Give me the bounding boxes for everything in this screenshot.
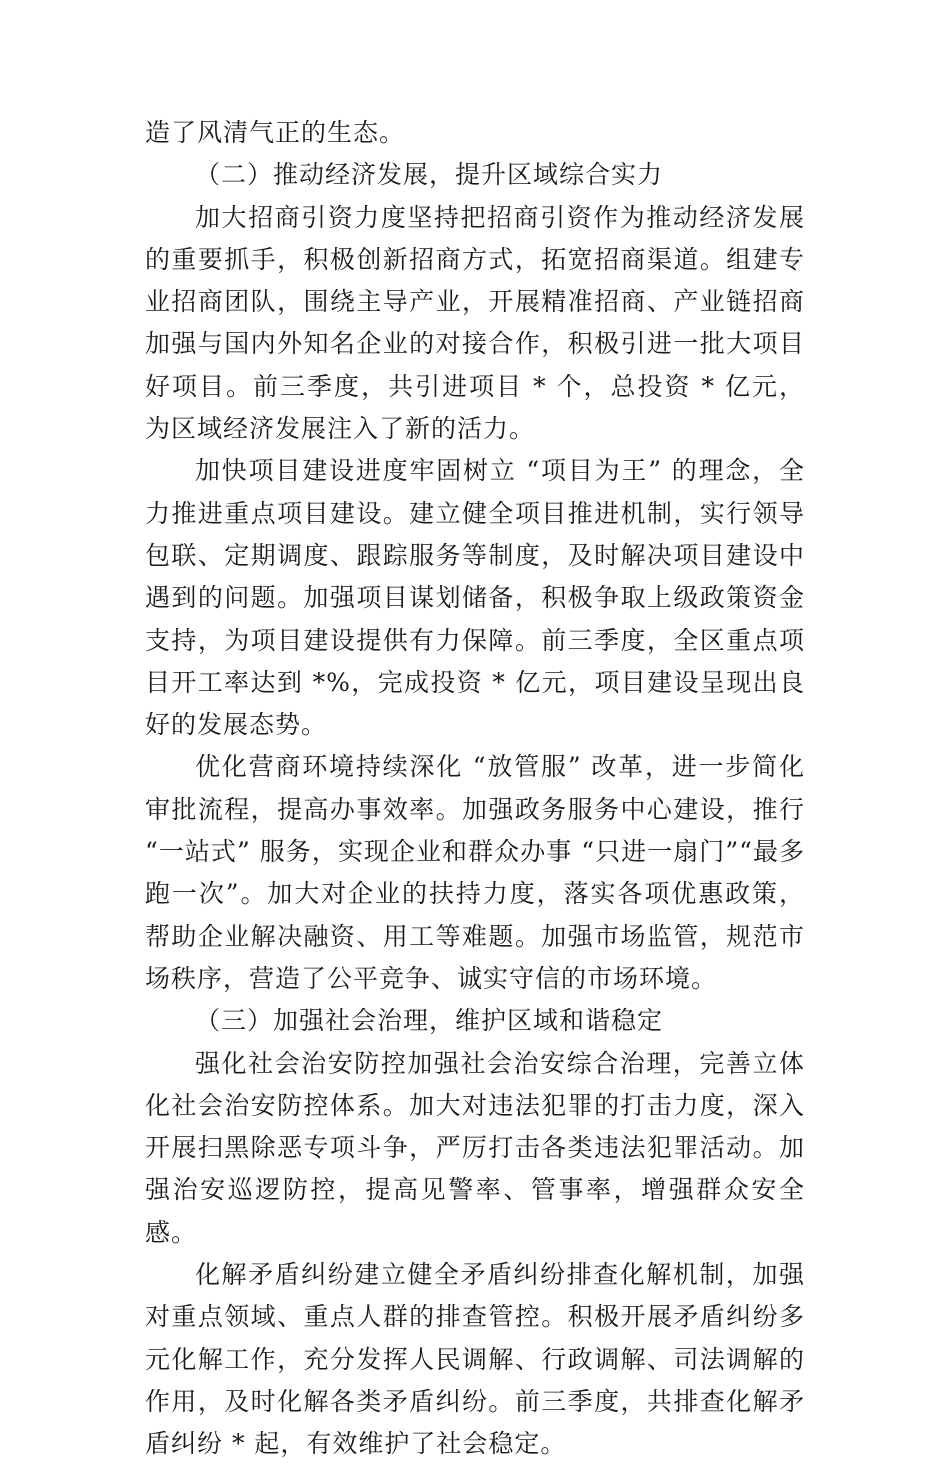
paragraph-continuation: 造了风清气正的生态。 [145,118,406,147]
paragraph-public-security: 强化社会治安防控加强社会治安综合治理，完善立体化社会治安防控体系。加大对违法犯罪的打击力度，深入开展扫黑除恶专项斗争，严厉打击各类违法犯罪活动。加强治安巡逻防控，提高见警率、管事率，增强群众安全感。 [145,1048,805,1247]
paragraph-investment: 加大招商引资力度坚持把招商引资作为推动经济发展的重要抓手，积极创新招商方式，拓宽招商渠道。组建专业招商团队，围绕主导产业，开展精准招商、产业链招商加强与国内外知名企业的对接合作，积极引进一批大项目好项目。前三季度，共引进项目 * 个，总投资 * 亿元，为区域经济发展注入了新的活力。 [145,202,805,444]
paragraph-projects: 加快项目建设进度牢固树立 “项目为王” 的理念，全力推进重点项目建设。建立健全项目推进机制，实行领导包联、定期调度、跟踪服务等制度，及时解决项目建设中遇到的问题。加强项目谋划储备，积极争取上级政策资金支持，为项目建设提供有力保障。前三季度，全区重点项目开工率达到 *%，完成投资 * 亿元，项目建设呈现出良好的发展态势。 [145,456,805,740]
section-heading-2: （二）推动经济发展，提升区域综合实力 [195,160,664,190]
paragraph-business-environment: 优化营商环境持续深化 “放管服” 改革，进一步简化审批流程，提高办事效率。加强政务服务中心建设，推行 “一站式” 服务，实现企业和群众办事 “只进一扇门”“最多跑一次”。加大对企业的扶持力度，落实各项优惠政策，帮助企业解决融资、用工等难题。加强市场监管，规范市场秩序，营造了公平竞争、诚实守信的市场环境。 [145,752,805,993]
paragraph-dispute-resolution: 化解矛盾纠纷建立健全矛盾纠纷排查化解机制，加强对重点领域、重点人群的排查管控。积极开展矛盾纠纷多元化解工作，充分发挥人民调解、行政调解、司法调解的作用，及时化解各类矛盾纠纷。前三季度，共排查化解矛盾纠纷 * 起，有效维护了社会稳定。 [145,1260,805,1459]
section-heading-3: （三）加强社会治理，维护区域和谐稳定 [195,1006,664,1036]
document-body [145,112,805,1466]
